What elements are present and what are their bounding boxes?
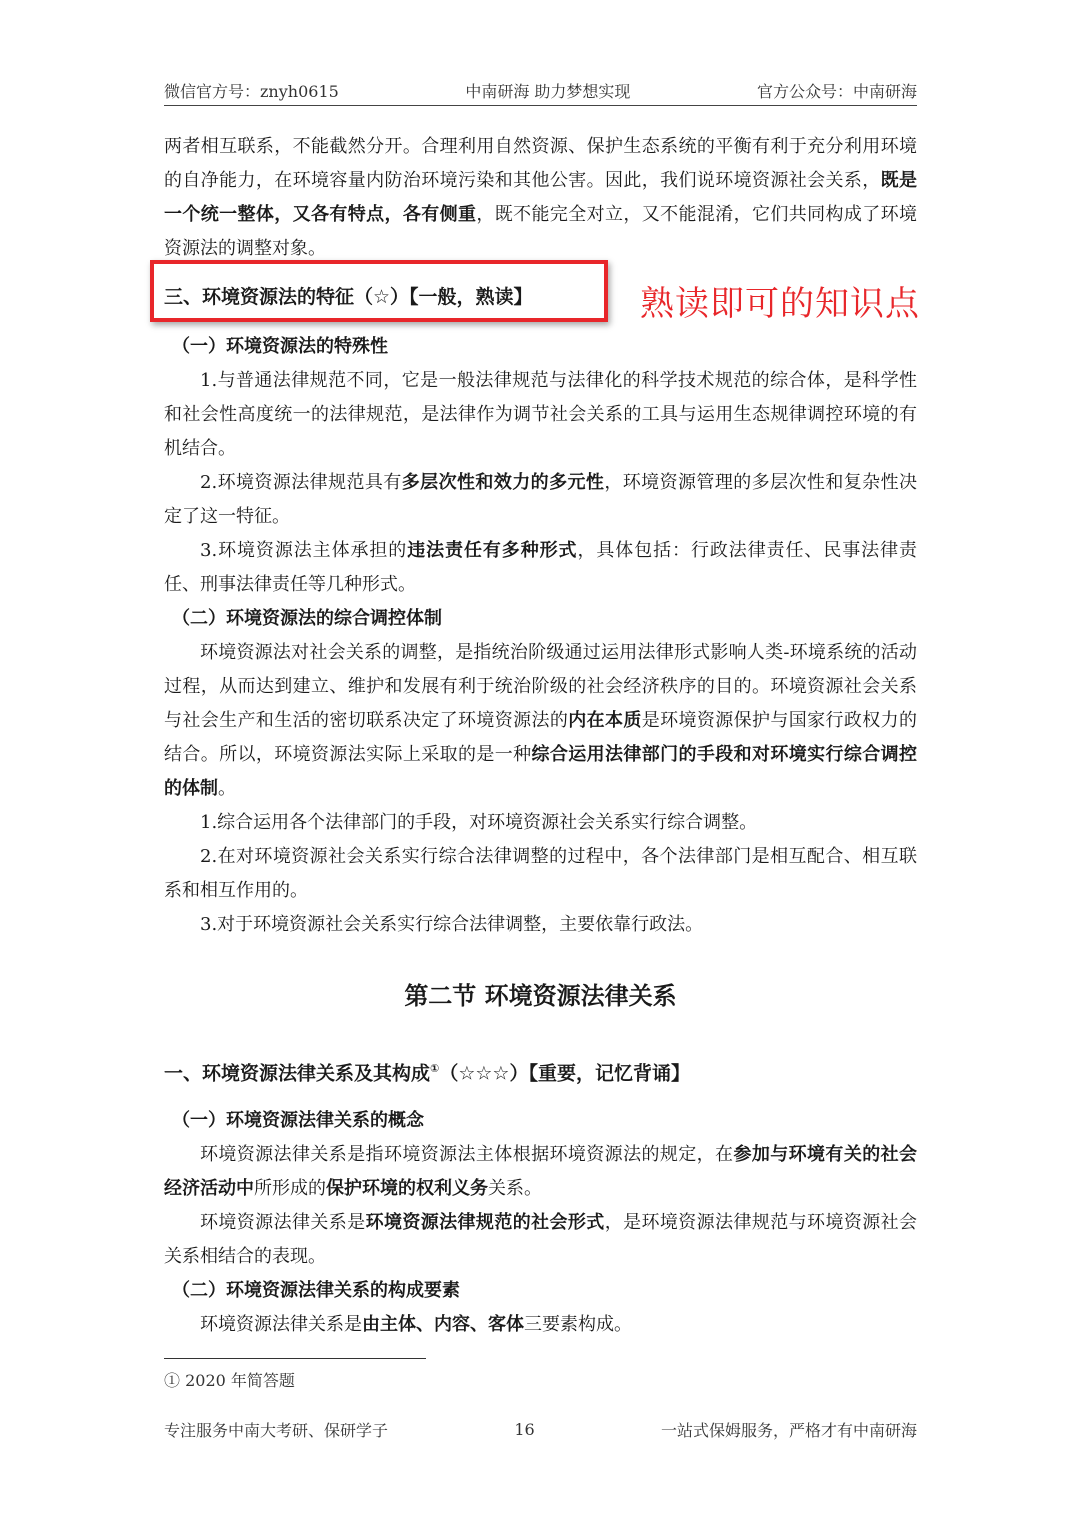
paragraph: 3.对于环境资源社会关系实行综合法律调整，主要依靠行政法。 [200, 914, 704, 935]
header-center: 中南研海 助力梦想实现 [465, 81, 631, 101]
paragraph: 2.在对环境资源社会关系实行综合法律调整的过程中，各个法律部门是相互配合、相互联系和相互作用的。 [164, 846, 917, 901]
chapter-section-title: 第二节 环境资源法律关系 [404, 982, 677, 1010]
subsection-2-title: （二）环境资源法律关系的构成要素 [172, 1280, 460, 1302]
subsection-2-title: （二）环境资源法的综合调控体制 [172, 608, 442, 629]
page-header [164, 76, 917, 104]
highlight-box [150, 260, 608, 322]
footer-right: 一站式保姆服务，严格才有中南研海 [660, 1420, 917, 1440]
header-divider [164, 105, 917, 106]
section-2-block [164, 976, 917, 1016]
footnote: ① 2020 年简答题 [164, 1371, 295, 1390]
intro-block [164, 130, 917, 266]
footer-left: 专注服务中南大考研、保研学子 [164, 1420, 389, 1440]
paragraph: 1.综合运用各个法律部门的手段，对环境资源社会关系实行综合调整。 [200, 812, 758, 833]
footnote-divider [164, 1358, 426, 1359]
intro-paragraph: 两者相互联系，不能截然分开。合理利用自然资源、保护生态系统的平衡有利于充分利用环境的自净能力，在环境容量内防治环境污染和其他公害。因此，我们说环境资源社会关系，既是一个统一整体，又各有特点，各有侧重，既不能完全对立，又不能混淆，它们共同构成了环境资源法的调整对象。 [164, 136, 917, 259]
paragraph: 2.环境资源法律规范具有多层次性和效力的多元性，环境资源管理的多层次性和复杂性决定了这一特征。 [164, 472, 917, 527]
section-3-title: 三、环境资源法的特征（☆）【一般，熟读】 [164, 286, 533, 308]
footnote-marker[interactable]: ① [430, 1062, 440, 1075]
header-right: 官方公众号：中南研海 [756, 81, 917, 101]
annotation-note: 熟读即可的知识点 [640, 284, 920, 324]
paragraph: 1.与普通法律规范不同，它是一般法律规范与法律化的科学技术规范的综合体，是科学性和社会性高度统一的法律规范，是法律作为调节社会关系的工具与运用生态规律调控环境的有机结合。 [164, 370, 917, 459]
paragraph: 环境资源法律关系是指环境资源法主体根据环境资源法的规定，在参加与环境有关的社会经济活动中所形成的保护环境的权利义务关系。 [164, 1144, 918, 1200]
page-footer [164, 1416, 917, 1442]
section-2-body [164, 1052, 917, 1342]
page-number: 16 [514, 1419, 535, 1439]
subsection-1-title: （一）环境资源法的特殊性 [172, 336, 388, 357]
section-2-heading-1: 一、环境资源法律关系及其构成①（☆☆☆）【重要，记忆背诵】 [164, 1062, 690, 1085]
paragraph: 3.环境资源法主体承担的违法责任有多种形式，具体包括：行政法律责任、民事法律责任、刑事法律责任等几种形式。 [164, 540, 918, 595]
paragraph: 环境资源法律关系是由主体、内容、客体三要素构成。 [200, 1314, 632, 1336]
header-left: 微信官方号：znyh0615 [164, 81, 339, 101]
paragraph: 环境资源法对社会关系的调整，是指统治阶级通过运用法律形式影响人类-环境系统的活动过程，从而达到建立、维护和发展有利于统治阶级的社会经济秩序的目的。环境资源社会关系与社会生产和生活的密切联系决定了环境资源法的内在本质是环境资源保护与国家行政权力的结合。所以，环境资源法实际上采取的是一种综合运用法律部门的手段和对环境实行综合调控的体制。 [164, 642, 917, 799]
paragraph: 环境资源法律关系是环境资源法律规范的社会形式，是环境资源法律规范与环境资源社会关系相结合的表现。 [164, 1212, 918, 1268]
section-3-body [164, 330, 917, 942]
subsection-1-title: （一）环境资源法律关系的概念 [172, 1110, 424, 1132]
